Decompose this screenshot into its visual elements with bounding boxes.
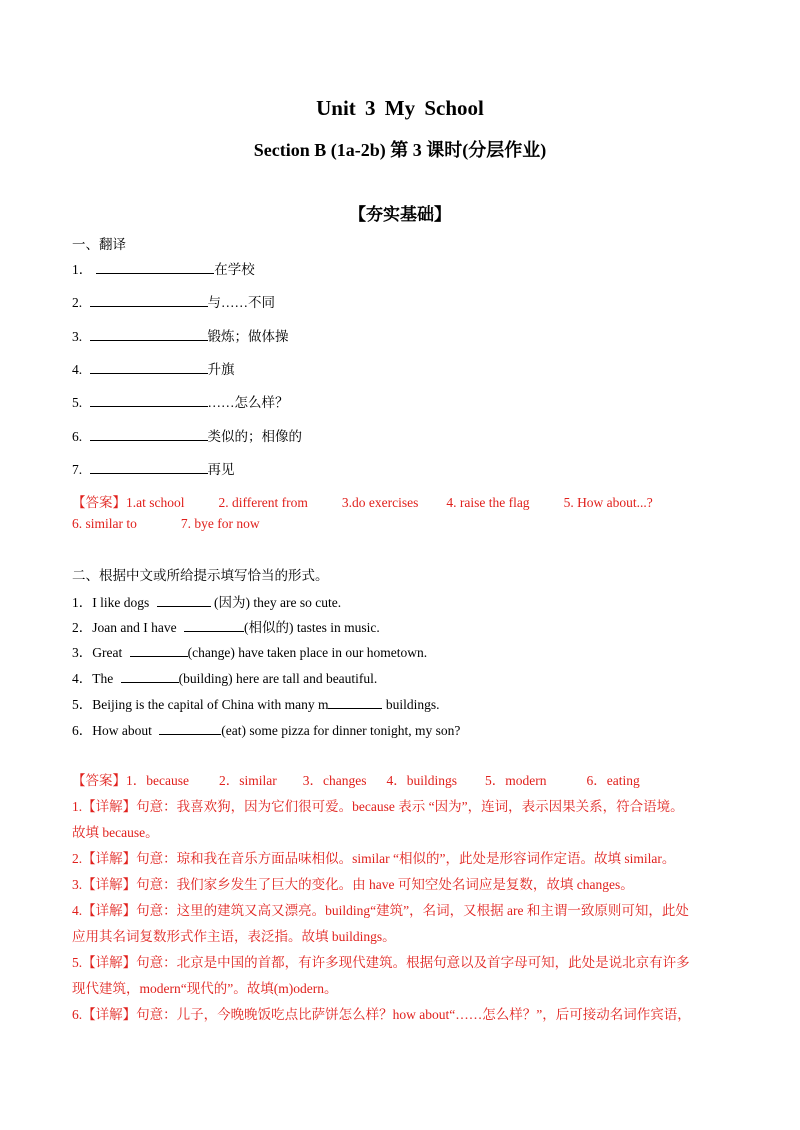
item-number: 2． bbox=[72, 620, 93, 635]
answer: 6. similar to bbox=[72, 516, 137, 531]
answer: 4．buildings bbox=[386, 773, 457, 788]
translation-item bbox=[72, 291, 275, 311]
answer: 4. raise the flag bbox=[446, 495, 530, 510]
answer: 7. bye for now bbox=[180, 516, 260, 531]
item-text-before: Beijing is the capital of China with many m bbox=[92, 697, 329, 712]
part1-heading: 一、翻译 bbox=[72, 237, 126, 252]
item-number: 3. bbox=[72, 329, 86, 344]
item-text-before: I like dogs bbox=[92, 595, 153, 610]
answer-blank[interactable] bbox=[328, 695, 382, 709]
answer: 5. How about...? bbox=[563, 495, 653, 510]
answer-blank[interactable] bbox=[130, 643, 188, 657]
answer: 6．eating bbox=[586, 773, 640, 788]
item-text-before: The bbox=[92, 671, 117, 686]
answer-blank[interactable] bbox=[90, 360, 208, 374]
answer-blank[interactable] bbox=[90, 327, 208, 341]
item-number: 1． bbox=[72, 262, 93, 277]
explanation-line: 6.【详解】句意：儿子，今晚晚饭吃点比萨饼怎么样？how about“……怎么样？”，后可接动名词作宾语， bbox=[72, 1007, 691, 1022]
answer: 5．modern bbox=[484, 773, 547, 788]
answer: 1.at school bbox=[126, 495, 185, 510]
block-title: 【夯实基础】 bbox=[349, 205, 451, 224]
item-number: 1． bbox=[72, 595, 93, 610]
answer: 2. different from bbox=[218, 495, 308, 510]
translation-item bbox=[72, 258, 255, 278]
unit-title: Unit 3 My School bbox=[316, 96, 484, 120]
item-text: 升旗 bbox=[207, 362, 235, 377]
part1-answer-line1 bbox=[72, 491, 653, 511]
explanation-line: 4.【详解】句意：这里的建筑又高又漂亮。building“建筑”，名词，又根据 are 和主谓一致原则可知，此处 bbox=[72, 903, 689, 918]
item-text-after: (因为) they are so cute. bbox=[210, 595, 342, 610]
explanation-line: 2.【详解】句意：琼和我在音乐方面品味相似。similar “相似的”，此处是形容词作定语。故填 similar。 bbox=[72, 851, 676, 866]
item-number: 7. bbox=[72, 462, 86, 477]
fill-item bbox=[72, 693, 439, 713]
item-number: 4． bbox=[72, 671, 93, 686]
part1-answer-line2 bbox=[72, 516, 260, 532]
item-number: 6. bbox=[72, 429, 86, 444]
explanation-line: 应用其名词复数形式作主语，表泛指。故填 buildings。 bbox=[72, 929, 396, 944]
part2-heading: 二、根据中文或所给提示填写恰当的形式。 bbox=[72, 568, 329, 583]
answer-blank[interactable] bbox=[121, 669, 179, 683]
fill-item bbox=[72, 641, 427, 661]
item-text-after: (building) here are tall and beautiful. bbox=[178, 671, 378, 686]
explanation-line: 1.【详解】句意：我喜欢狗，因为它们很可爱。because 表示 “因为”，连词，表示因果关系，符合语境。 bbox=[72, 799, 684, 814]
answer: 1．because bbox=[126, 773, 189, 788]
item-text-after: (相似的) tastes in music. bbox=[243, 620, 380, 635]
translation-item bbox=[72, 325, 289, 345]
item-text: ……怎么样？ bbox=[207, 395, 289, 410]
item-number: 5. bbox=[72, 395, 86, 410]
answer: 2．similar bbox=[218, 773, 277, 788]
section-title: Section B (1a-2b) 第 3 课时(分层作业) bbox=[253, 140, 547, 160]
item-text-before: How about bbox=[92, 723, 156, 738]
item-text: 在学校 bbox=[214, 262, 255, 277]
item-number: 4. bbox=[72, 362, 86, 377]
explanation-line: 现代建筑，modern“现代的”。故填(m)odern。 bbox=[72, 981, 338, 996]
fill-item bbox=[72, 591, 341, 611]
item-text-after: (change) have taken place in our hometown. bbox=[187, 645, 428, 660]
translation-item bbox=[72, 358, 235, 378]
answer-blank[interactable] bbox=[90, 393, 208, 407]
translation-item bbox=[72, 458, 235, 478]
explanation-line: 5.【详解】句意：北京是中国的首都，有许多现代建筑。根据句意以及首字母可知，此处是说北京有许多 bbox=[72, 955, 690, 970]
item-number: 6． bbox=[72, 723, 93, 738]
answer-blank[interactable] bbox=[90, 293, 208, 307]
item-text-before: Great bbox=[92, 645, 126, 660]
answer-blank[interactable] bbox=[90, 460, 208, 474]
item-number: 3． bbox=[72, 645, 93, 660]
fill-item bbox=[72, 616, 380, 636]
item-text-after: buildings. bbox=[382, 697, 440, 712]
answer-blank[interactable] bbox=[90, 427, 208, 441]
answer-label: 【答案】 bbox=[72, 773, 126, 788]
fill-item bbox=[72, 667, 377, 687]
fill-item bbox=[72, 719, 460, 739]
item-text-after: (eat) some pizza for dinner tonight, my son? bbox=[221, 723, 461, 738]
answer-blank[interactable] bbox=[159, 721, 221, 735]
answer: 3．changes bbox=[302, 773, 367, 788]
item-number: 5． bbox=[72, 697, 93, 712]
translation-item bbox=[72, 391, 289, 411]
translation-item bbox=[72, 425, 302, 445]
explanation-line: 故填 because。 bbox=[72, 825, 159, 840]
item-text: 类似的；相像的 bbox=[207, 429, 302, 444]
answer-label: 【答案】 bbox=[72, 495, 126, 510]
part2-answer-line bbox=[72, 769, 640, 789]
answer-blank[interactable] bbox=[96, 260, 214, 274]
item-text: 锻炼；做体操 bbox=[207, 329, 289, 344]
answer: 3.do exercises bbox=[341, 495, 419, 510]
explanation-line: 3.【详解】句意：我们家乡发生了巨大的变化。由 have 可知空处名词应是复数，故填 changes。 bbox=[72, 877, 634, 892]
answer-blank[interactable] bbox=[157, 593, 211, 607]
answer-blank[interactable] bbox=[184, 618, 244, 632]
item-text: 与……不同 bbox=[207, 295, 275, 310]
item-number: 2. bbox=[72, 295, 86, 310]
item-text-before: Joan and I have bbox=[92, 620, 180, 635]
item-text: 再见 bbox=[207, 462, 235, 477]
